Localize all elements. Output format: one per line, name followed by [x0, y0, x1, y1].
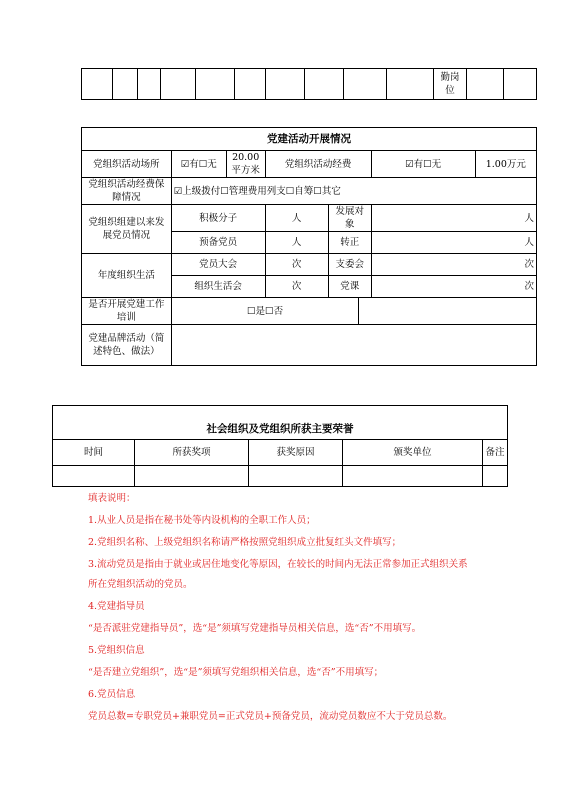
activity-title: 党建活动开展情况 [82, 128, 537, 151]
committee-unit: 次 [371, 254, 536, 276]
table-cell [161, 69, 196, 100]
venue-checkbox[interactable]: ☑有☐无 [171, 151, 226, 178]
committee-label: 支委会 [328, 254, 371, 276]
annual-life-label: 年度组织生活 [82, 254, 172, 298]
target-unit: 人 [371, 205, 536, 232]
probationary-unit: 人 [265, 232, 328, 254]
note-item: 5.党组织信息 [88, 645, 145, 656]
venue-label: 党组织活动场所 [82, 151, 172, 178]
lesson-unit: 次 [371, 276, 536, 298]
note-item: “是否派驻党建指导员”，选“是”须填写党建指导员相关信息，选“否”不用填写。 [88, 623, 422, 634]
column-header: 颁奖单位 [343, 440, 483, 466]
column-header: 备注 [483, 440, 508, 466]
table-cell[interactable] [53, 466, 135, 487]
honors-table [52, 405, 508, 487]
table-cell [359, 298, 537, 325]
training-label: 是否开展党建工作培训 [82, 298, 172, 325]
brand-activity-label: 党建品牌活动（简述特色、做法） [82, 325, 172, 366]
training-checkbox[interactable]: ☐是☐否 [171, 298, 359, 325]
table-cell [305, 69, 344, 100]
funds-label: 党组织活动经费 [265, 151, 371, 178]
party-activity-table [81, 127, 537, 366]
note-item: 2.党组织名称、上级党组织名称请严格按照党组织成立批复红头文件填写； [88, 537, 402, 548]
table-cell[interactable] [343, 466, 483, 487]
column-header: 所获奖项 [135, 440, 249, 466]
duty-post-label: 勤岗位 [434, 69, 467, 100]
table-cell [387, 69, 434, 100]
life-meeting-unit: 次 [265, 276, 328, 298]
note-item: 所在党组织活动的党员。 [88, 579, 193, 590]
brand-activity-field[interactable] [171, 325, 536, 366]
venue-area: 20.00平方米 [226, 151, 265, 178]
note-item: 党员总数=专职党员+兼职党员=正式党员+预备党员，流动党员数应不大于党员总数。 [88, 711, 453, 722]
activist-unit: 人 [265, 205, 328, 232]
table-cell [138, 69, 161, 100]
congress-label: 党员大会 [171, 254, 265, 276]
table-cell [266, 69, 305, 100]
funds-checkbox[interactable]: ☑有☐无 [371, 151, 475, 178]
guarantee-options[interactable]: ☑上级拨付☐管理费用列支☐自筹☐其它 [171, 178, 536, 205]
column-header: 时间 [53, 440, 135, 466]
column-header: 获奖原因 [249, 440, 343, 466]
lesson-label: 党课 [328, 276, 371, 298]
table-cell[interactable] [249, 466, 343, 487]
notes-heading: 填表说明： [88, 493, 136, 504]
table-cell[interactable] [483, 466, 508, 487]
life-meeting-label: 组织生活会 [171, 276, 265, 298]
table-cell [504, 69, 537, 100]
honors-title: 社会组织及党组织所获主要荣誉 [53, 406, 508, 440]
table-cell [467, 69, 504, 100]
top-fragment-table [81, 68, 537, 100]
table-cell[interactable] [135, 466, 249, 487]
table-cell [82, 69, 113, 100]
table-cell [196, 69, 235, 100]
note-item: 3.流动党员是指由于就业或居住地变化等原因，在较长的时间内无法正常参加正式组织关系 [88, 559, 468, 570]
regular-unit: 人 [371, 232, 536, 254]
table-cell [344, 69, 387, 100]
activist-label: 积极分子 [171, 205, 265, 232]
guarantee-label: 党组织活动经费保障情况 [82, 178, 172, 205]
regular-label: 转正 [328, 232, 371, 254]
note-item: 6.党员信息 [88, 689, 136, 700]
table-cell [113, 69, 138, 100]
funds-amount: 1.00万元 [475, 151, 536, 178]
congress-unit: 次 [265, 254, 328, 276]
target-label: 发展对象 [328, 205, 371, 232]
probationary-label: 预备党员 [171, 232, 265, 254]
note-item: “是否建立党组织”，选“是”须填写党组织相关信息，选“否”不用填写； [88, 667, 384, 678]
note-item: 1.从业人员是指在秘书处等内设机构的全职工作人员； [88, 515, 316, 526]
development-label: 党组织组建以来发展党员情况 [82, 205, 172, 254]
table-cell [235, 69, 266, 100]
note-item: 4.党建指导员 [88, 601, 145, 612]
